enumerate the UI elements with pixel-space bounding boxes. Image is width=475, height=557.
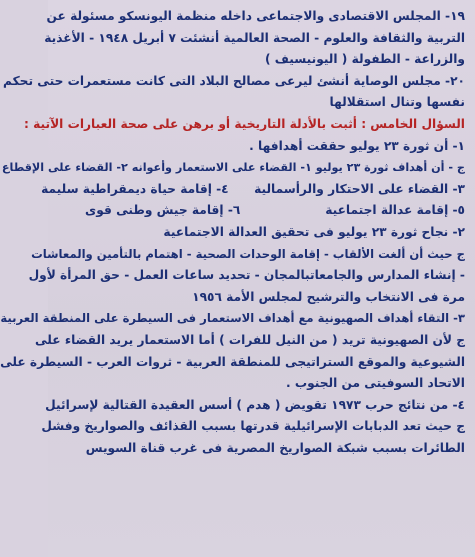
answer-1-line-3: ٥- إقامة عدالة اجتماعية ٦- إقامة جيش وطنى قوى: [85, 203, 465, 218]
answer-3-line-2: الشيوعية والموقع الستراتيجى للمنطقة العربية - ثروات العرب - السيطرة على: [0, 354, 465, 369]
question-4: ٤- من نتائج حرب ١٩٧٣ تقويض ( هدم ) أسس العقيدة القتالية لإسرائيل: [45, 397, 465, 412]
answer-4-line-2: الطائرات بسبب شبكة الصواريخ المصرية فى غرب قناة السويس: [85, 440, 465, 455]
answer-1-line-2: ٣- القضاء على الاحتكار والرأسمالية ٤- إقامة حياة ديمقراطية سليمة: [41, 181, 465, 196]
text-line-4: ٢٠- مجلس الوصاية أنشئ ليرعى مصالح البلاد التى كانت مستعمرات حتى تحكم: [3, 73, 465, 88]
text-line-2: التربية والثقافة والعلوم - الصحة العالمية أنشئت ٧ أبريل ١٩٤٨ - الأغذية: [44, 30, 465, 45]
answer-1-line-1: ج - أن أهداف ثورة ٢٣ يوليو ١- القضاء على الاستعمار وأعوانه ٢- القضاء على الإقطاع: [1, 161, 465, 175]
question-1: ١- أن ثورة ٢٣ يوليو حققت أهدافها .: [249, 138, 465, 153]
answer-2-line-3: مرة فى الانتخاب والترشيح لمجلس الأمة ١٩٥٦: [192, 289, 465, 304]
text-line-3: والزراعة - الطفولة ( اليونيسيف ): [264, 52, 465, 67]
text-line-5: نفسها وتنال استقلالها: [329, 95, 465, 110]
answer-4-line-1: ج حيث تعد الدبابات الإسرائيلية قدرتها بسبب القذائف والصواريخ وفشل: [41, 419, 465, 434]
section-heading: السؤال الخامس : أثبت بالأدلة التاريخية أو برهن على صحة العبارات الآتية :: [24, 116, 465, 131]
answer-3-line-1: ج لأن الصهيونية تريد ( من النيل للفرات ) أما الاستعمار يريد القضاء على: [34, 332, 465, 347]
answer-2-line-2: - إنشاء المدارس والجامعاتبالمجان - تحديد ساعات العمل - حق المرأة لأول: [28, 268, 465, 283]
text-line-1: ١٩- المجلس الاقتصادى والاجتماعى داخله منظمة اليونسكو مسئولة عن: [46, 9, 465, 23]
answer-3-line-3: الاتحاد السوفيتى من الجنوب .: [285, 376, 465, 391]
answer-2-line-1: ج حيث أن ألغت الألقاب - إقامة الوحدات الصحية - اهتمام بالتأمين والمعاشات: [31, 246, 465, 261]
question-2: ٢- نجاح ثورة ٢٣ يوليو فى تحقيق العدالة الاجتماعية: [163, 224, 465, 239]
question-3: ٣- التقاء أهداف الصهيونية مع أهداف الاستعمار فى السيطرة على المنطقة العربية: [0, 311, 465, 326]
